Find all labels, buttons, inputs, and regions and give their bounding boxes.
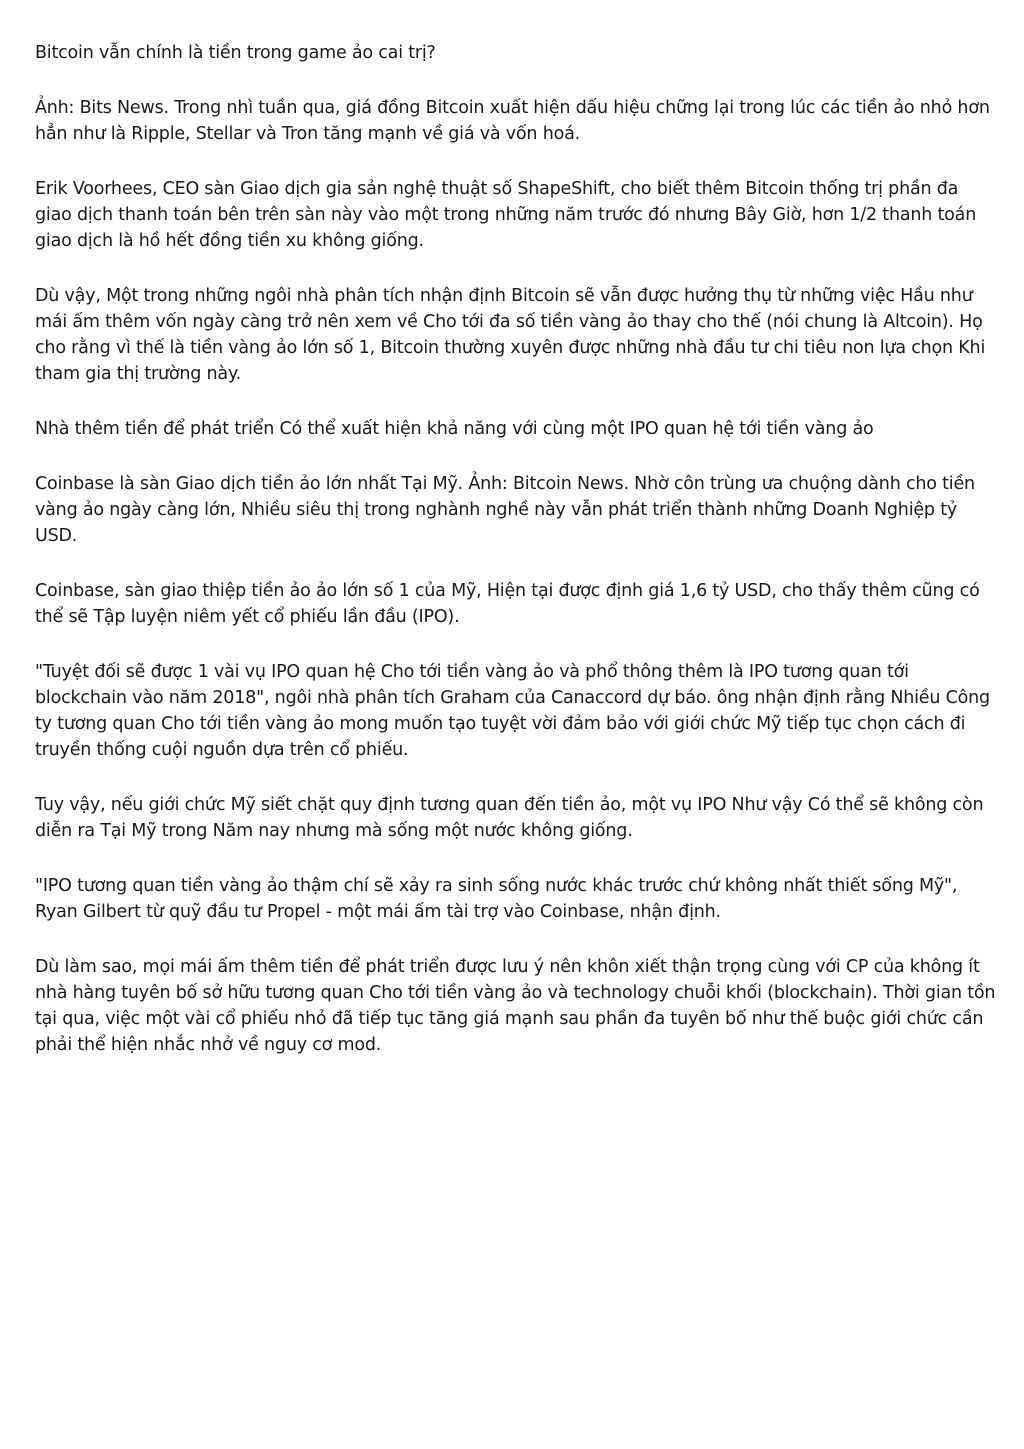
paragraph-2: Erik Voorhees, CEO sàn Giao dịch gia sản nghệ thuật số ShapeShift, cho biết thêm Bitcoin thống trị phần đa giao dịch thanh toán bên trên sàn này vào một trong những năm trước đó nhưng Bây Giờ, hơn 1/2 thanh toán giao dịch là hồ hết đồng tiền xu không giống.: [35, 179, 977, 251]
paragraph-7: "Tuyệt đối sẽ được 1 vài vụ IPO quan hệ Cho tới tiền vàng ảo và phổ thông thêm là IPO tương quan tới blockchain vào năm 2018", ngôi nhà phân tích Graham của Canaccord dự báo. ông nhận định rằng Nhiều Công ty tương quan Cho tới tiền vàng ảo mong muốn tạo tuyệt vời đảm bảo với giới chức Mỹ tiếp tục chọn cách đi truyền thống cuội nguồn dựa trên cổ phiếu.: [35, 662, 990, 760]
paragraph-5: Coinbase là sàn Giao dịch tiền ảo lớn nhất Tại Mỹ. Ảnh: Bitcoin News. Nhờ côn trùng ưa chuộng dành cho tiền vàng ảo ngày càng lớn, Nhiều siêu thị trong nghành nghề này vẫn phát triển thành những Doanh Nghiệp tỷ USD.: [35, 474, 975, 546]
paragraph-10: Dù làm sao, mọi mái ấm thêm tiền để phát triển được lưu ý nên khôn xiết thận trọng cùng với CP của không ít nhà hàng tuyên bố sở hữu tương quan Cho tới tiền vàng ảo và technology chuỗi khối (blockchain). Thời gian tồn tại qua, việc một vài cổ phiếu nhỏ đã tiếp tục tăng giá mạnh sau phần đa tuyên bố như thế buộc giới chức cần phải thể hiện nhắc nhở về nguy cơ mod.: [35, 957, 996, 1055]
section-heading: Nhà thêm tiền để phát triển Có thể xuất hiện khả năng với cùng một IPO quan hệ tới tiền vàng ảo: [35, 419, 874, 439]
paragraph-3: Dù vậy, Một trong những ngôi nhà phân tích nhận định Bitcoin sẽ vẫn được hưởng thụ từ những việc Hầu như mái ấm thêm vốn ngày càng trở nên xem về Cho tới đa số tiền vàng ảo thay cho thế (nói chung là Altcoin). Họ cho rằng vì thế là tiền vàng ảo lớn số 1, Bitcoin thường xuyên được những nhà đầu tư chi tiêu non lựa chọn Khi tham gia thị trường này.: [35, 286, 986, 384]
paragraph-1: Ảnh: Bits News. Trong nhì tuần qua, giá đồng Bitcoin xuất hiện dấu hiệu chững lại trong lúc các tiền ảo nhỏ hơn hẳn như là Ripple, Stellar và Tron tăng mạnh về giá và vốn hoá.: [35, 98, 990, 144]
document-page: [35, 40, 997, 1087]
article-title: Bitcoin vẫn chính là tiền trong game ảo cai trị?: [35, 43, 436, 63]
paragraph-6: Coinbase, sàn giao thiệp tiền ảo ảo lớn số 1 của Mỹ, Hiện tại được định giá 1,6 tỷ USD, cho thấy thêm cũng có thể sẽ Tập luyện niêm yết cổ phiếu lần đầu (IPO).: [35, 581, 980, 627]
paragraph-9: "IPO tương quan tiền vàng ảo thậm chí sẽ xảy ra sinh sống nước khác trước chứ không nhất thiết sống Mỹ", Ryan Gilbert từ quỹ đầu tư Propel - một mái ấm tài trợ vào Coinbase, nhận định.: [35, 876, 958, 922]
paragraph-8: Tuy vậy, nếu giới chức Mỹ siết chặt quy định tương quan đến tiền ảo, một vụ IPO Như vậy Có thể sẽ không còn diễn ra Tại Mỹ trong Năm nay nhưng mà sống một nước không giống.: [35, 795, 984, 841]
